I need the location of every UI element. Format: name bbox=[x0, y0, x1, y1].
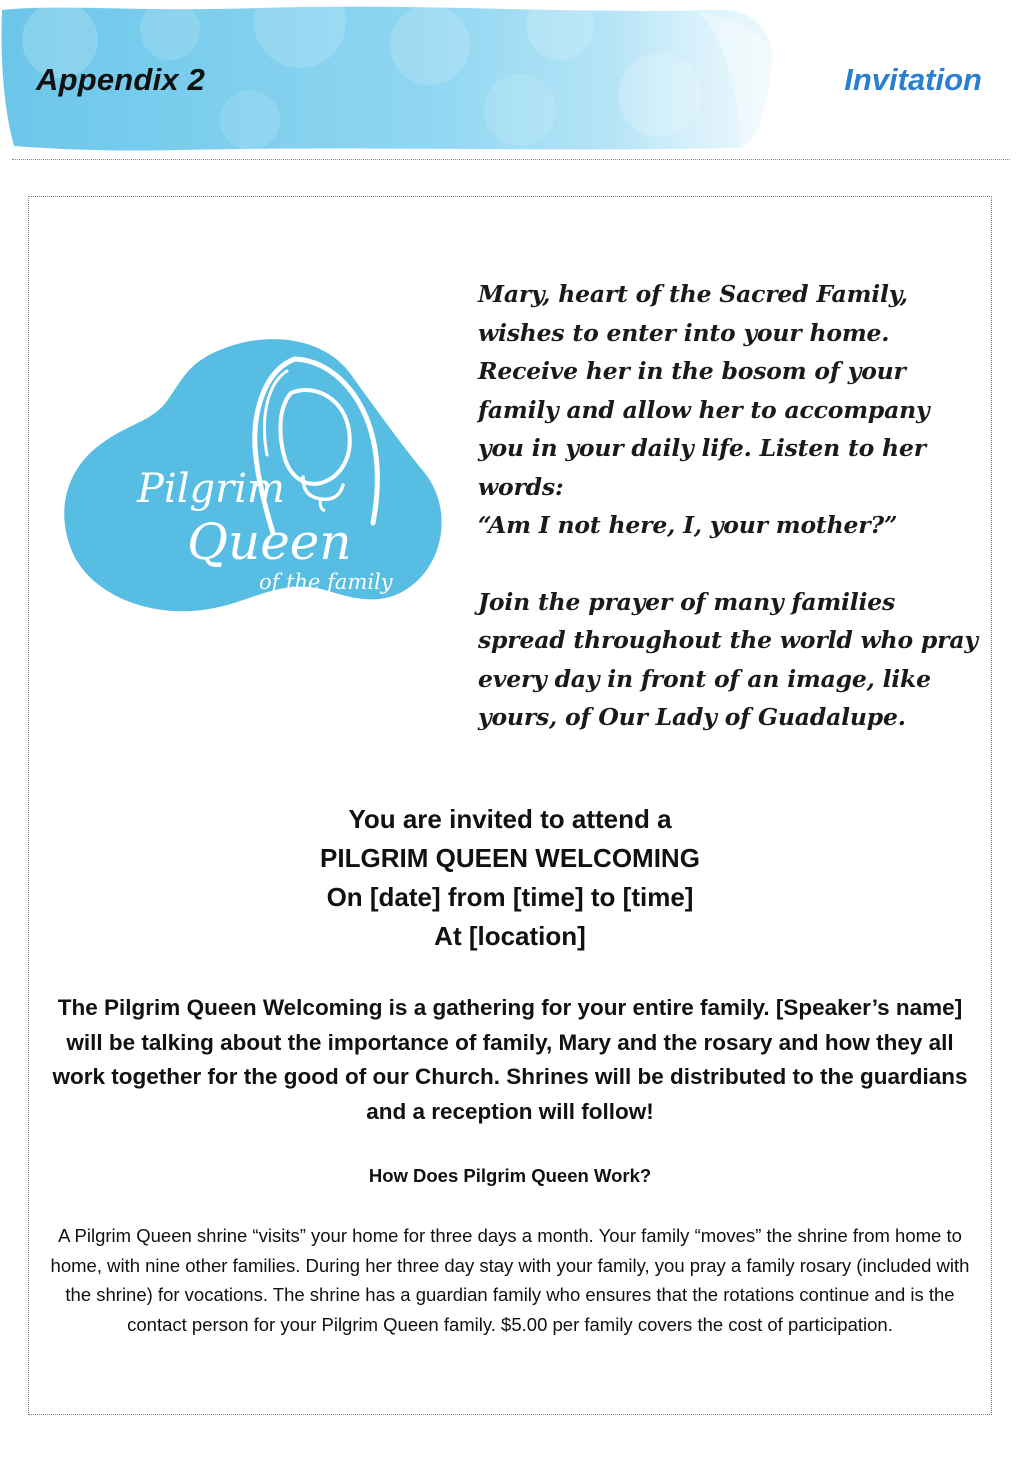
invite-line-intro: You are invited to attend a bbox=[348, 804, 672, 834]
invite-date-time: On [date] from [time] to [time] bbox=[326, 882, 694, 912]
mary-prayer-poem bbox=[478, 275, 988, 737]
poem-line: Join the prayer of many families bbox=[478, 587, 896, 616]
header-divider bbox=[12, 159, 1010, 160]
poem-line: Receive her in the bosom of your bbox=[478, 357, 906, 385]
poem-line: spread throughout the world who pray bbox=[478, 626, 978, 654]
poem-line: yours, of Our Lady of Guadalupe. bbox=[478, 703, 906, 731]
poem-line: words: bbox=[478, 472, 564, 501]
poem-line: Mary, heart of the Sacred Family, bbox=[478, 280, 908, 308]
appendix-title: Appendix 2 bbox=[36, 62, 206, 97]
pilgrim-queen-logo bbox=[59, 327, 444, 627]
invite-location: At [location] bbox=[434, 921, 586, 951]
poem-paragraph-1 bbox=[478, 275, 988, 545]
poem-line: family and allow her to accompany bbox=[478, 395, 930, 424]
event-description: The Pilgrim Queen Welcoming is a gathering for your entire family. [Speaker’s name] will be talking about the importance of family, Mary and the rosary and how they all work together for the good of our Church. Shrines will be distributed to the guardians and a reception will follow! bbox=[52, 995, 968, 1124]
poem-line: you in your daily life. Listen to her bbox=[478, 434, 926, 462]
page-header bbox=[0, 0, 1024, 160]
invitation-details bbox=[29, 800, 991, 956]
logo-text-pilgrim: Pilgrim bbox=[137, 466, 285, 512]
invitation-title: Invitation bbox=[844, 62, 982, 97]
poem-line: wishes to enter into your home. bbox=[478, 318, 890, 347]
how-it-works-heading: How Does Pilgrim Queen Work? bbox=[368, 1165, 652, 1186]
logo-text-family: of the family bbox=[259, 570, 393, 594]
how-it-works-body: A Pilgrim Queen shrine “visits” your home for three days a month. Your family “moves” the shrine from home to home, with nine other families. During her three day stay with your family, you pray a family rosary (included with the shrine) for vocations. The shrine has a guardian family who ensures that the rotations continue and is the contact person for your Pilgrim Queen family. $5.00 per family covers the cost of participation. bbox=[50, 1225, 970, 1335]
poem-line: “Am I not here, I, your mother?” bbox=[478, 511, 898, 539]
invite-event-name: PILGRIM QUEEN WELCOMING bbox=[320, 843, 700, 873]
invitation-frame bbox=[28, 196, 992, 1415]
logo-text-queen: Queen bbox=[187, 513, 352, 571]
poem-paragraph-2 bbox=[478, 583, 988, 737]
poem-line: every day in front of an image, like bbox=[478, 664, 931, 693]
